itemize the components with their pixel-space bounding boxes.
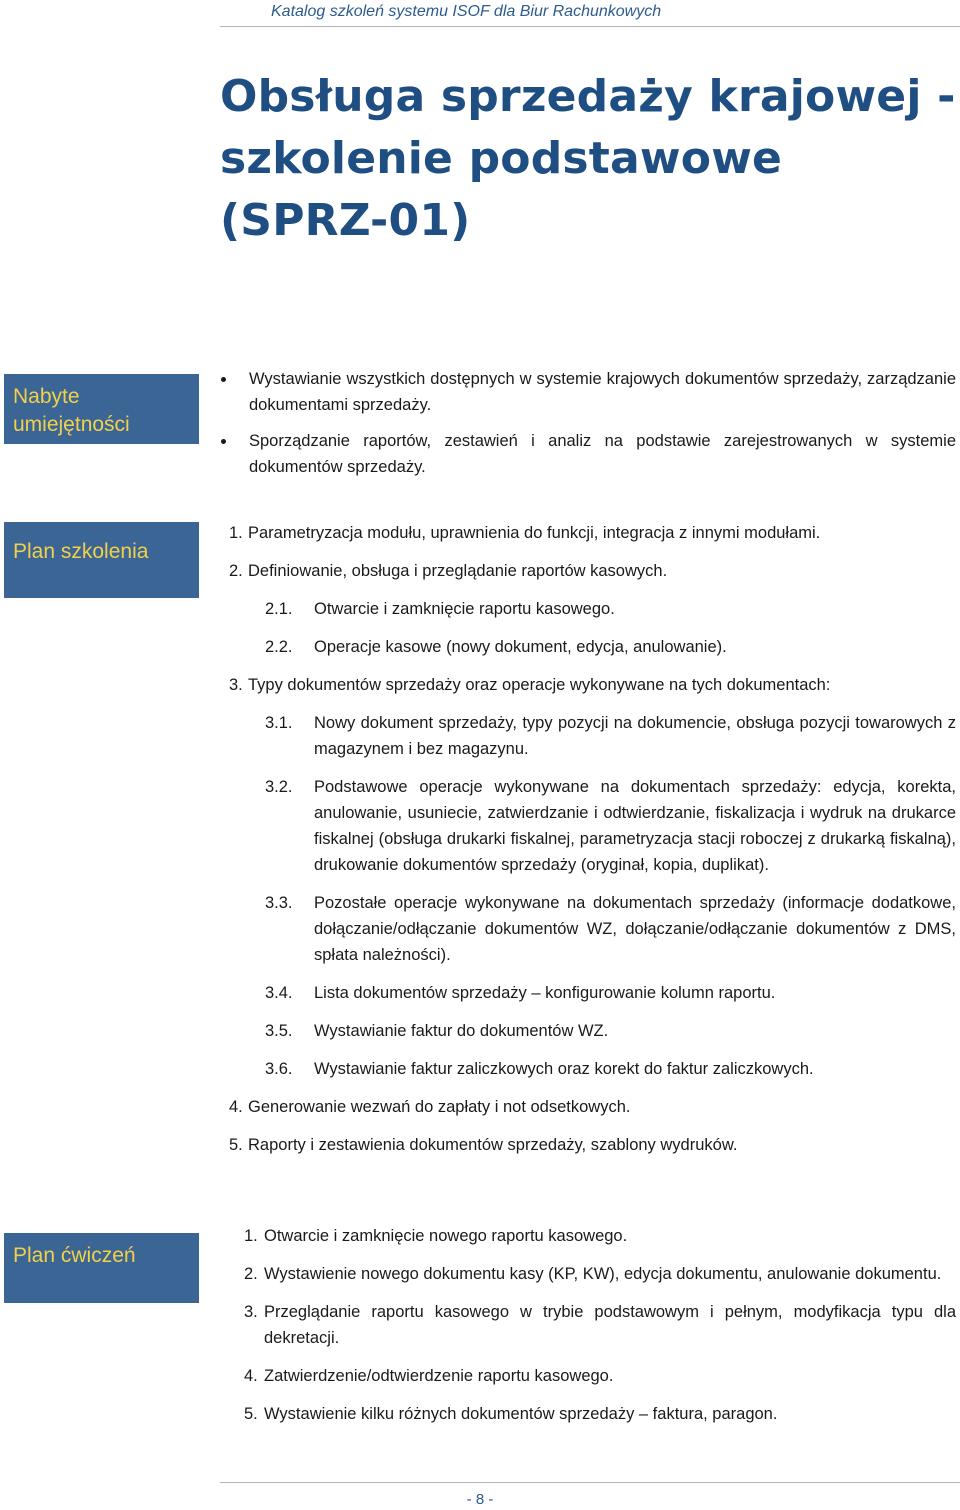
exercises-label-box (4, 1233, 199, 1303)
exercise-item-text: Wystawienie kilku różnych dokumentów sprzedaży – faktura, paragon. (264, 1405, 778, 1423)
plan-item-number: 3. (229, 676, 243, 694)
plan-item-text: Wystawianie faktur zaliczkowych oraz korekt do faktur zaliczkowych. (314, 1060, 814, 1078)
plan-item-text: Parametryzacja modułu, uprawnienia do funkcji, integracja z innymi modułami. (248, 524, 821, 542)
page-header (0, 0, 960, 30)
title-line: szkolenie podstawowe (220, 133, 783, 184)
title-line: Obsługa sprzedaży krajowej - (220, 71, 956, 122)
plan-item (265, 774, 956, 878)
plan-item (265, 710, 956, 762)
plan-item-number: 3.6. (265, 1060, 293, 1078)
plan-item-text: Generowanie wezwań do zapłaty i not odsetkowych. (248, 1098, 631, 1116)
plan-item (229, 520, 956, 546)
exercise-item (244, 1223, 956, 1249)
plan-item-text: Otwarcie i zamknięcie raportu kasowego. (314, 600, 615, 618)
plan-item (265, 1018, 956, 1044)
skills-label-line: Nabyte (13, 385, 80, 408)
plan-item-number: 4. (229, 1098, 243, 1116)
exercise-item-number: 2. (244, 1265, 258, 1283)
header-divider (220, 26, 960, 27)
plan-item-number: 3.3. (265, 894, 293, 912)
plan-item (265, 634, 956, 660)
exercise-item (244, 1299, 956, 1351)
plan-item-text: Raporty i zestawienia dokumentów sprzedaży, szablony wydruków. (248, 1136, 738, 1154)
skills-item-text: Wystawianie wszystkich dostępnych w systemie krajowych dokumentów sprzedaży, zarządzanie dokumentami sprzedaży. (249, 370, 956, 414)
plan-item-number: 3.1. (265, 714, 293, 732)
footer-divider (220, 1482, 960, 1483)
plan-item-text: Wystawianie faktur do dokumentów WZ. (314, 1022, 609, 1040)
exercise-item-number: 4. (244, 1367, 258, 1385)
exercises-section (244, 1223, 956, 1439)
exercise-item-text: Przeglądanie raportu kasowego w trybie podstawowym i pełnym, modyfikacja typu dla dekretacji. (264, 1303, 956, 1347)
plan-item (265, 890, 956, 968)
plan-section (229, 520, 956, 1170)
plan-item-text: Operacje kasowe (nowy dokument, edycja, anulowanie). (314, 638, 727, 656)
skills-list-item (221, 428, 956, 480)
bullet-icon (221, 377, 226, 382)
plan-item (265, 980, 956, 1006)
plan-item-number: 2.1. (265, 600, 293, 618)
plan-label: Plan szkolenia (13, 540, 149, 563)
plan-item (265, 596, 956, 622)
skills-label-line: umiejętności (13, 413, 130, 436)
plan-item-number: 3.5. (265, 1022, 293, 1040)
plan-item-text: Nowy dokument sprzedaży, typy pozycji na dokumencie, obsługa pozycji towarowych z magazynem i bez magazynu. (314, 714, 956, 758)
exercise-item (244, 1363, 956, 1389)
skills-section (221, 366, 956, 490)
plan-item-text: Lista dokumentów sprzedaży – konfigurowanie kolumn raportu. (314, 984, 776, 1002)
plan-item-number: 3.4. (265, 984, 293, 1002)
exercises-label: Plan ćwiczeń (13, 1244, 136, 1267)
exercise-item-number: 1. (244, 1227, 258, 1245)
exercise-item-text: Zatwierdzenie/odtwierdzenie raportu kasowego. (264, 1367, 614, 1385)
plan-item-text: Typy dokumentów sprzedaży oraz operacje wykonywane na tych dokumentach: (248, 676, 831, 694)
exercise-item (244, 1401, 956, 1427)
skills-item-text: Sporządzanie raportów, zestawień i analiz na podstawie zarejestrowanych w systemie dokumentów sprzedaży. (249, 432, 956, 476)
plan-label-box (4, 522, 199, 598)
plan-item-number: 2. (229, 562, 243, 580)
exercise-item-text: Otwarcie i zamknięcie nowego raportu kasowego. (264, 1227, 628, 1245)
plan-item-number: 1. (229, 524, 243, 542)
skills-list (221, 366, 956, 480)
plan-item (229, 1132, 956, 1158)
plan-item-text: Pozostałe operacje wykonywane na dokumentach sprzedaży (informacje dodatkowe, dołączanie/odłączanie dokumentów WZ, dołączanie/odłączanie dokumentów z DMS, spłata należności). (314, 894, 956, 964)
exercise-item-number: 3. (244, 1303, 258, 1321)
title-line: (SPRZ-01) (220, 195, 471, 246)
plan-item-text: Podstawowe operacje wykonywane na dokumentach sprzedaży: edycja, korekta, anulowanie, usuniecie, zatwierdzanie i odtwierdzanie, fiskalizacja i wydruk na drukarce fiskalnej (obsługa drukarki fiskalnej, parametryzacja stacji roboczej z drukarką fiskalną), drukowanie dokumentów sprzedaży (oryginał, kopia, duplikat). (314, 778, 956, 874)
page-number: - 8 - (466, 1491, 494, 1508)
page-title (220, 66, 960, 252)
plan-item (265, 1056, 956, 1082)
plan-item (229, 558, 956, 584)
plan-item (229, 672, 956, 698)
plan-item (229, 1094, 956, 1120)
skills-list-item (221, 366, 956, 418)
exercise-item-text: Wystawienie nowego dokumentu kasy (KP, KW), edycja dokumentu, anulowanie dokumentu. (264, 1265, 942, 1283)
plan-item-number: 5. (229, 1136, 243, 1154)
plan-item-number: 2.2. (265, 638, 293, 656)
bullet-icon (221, 439, 226, 444)
skills-label-box (4, 374, 199, 444)
exercise-item-number: 5. (244, 1405, 258, 1423)
plan-item-text: Definiowanie, obsługa i przeglądanie raportów kasowych. (248, 562, 668, 580)
header-text: Katalog szkoleń systemu ISOF dla Biur Rachunkowych (271, 3, 662, 20)
exercise-item (244, 1261, 956, 1287)
plan-item-number: 3.2. (265, 778, 293, 796)
